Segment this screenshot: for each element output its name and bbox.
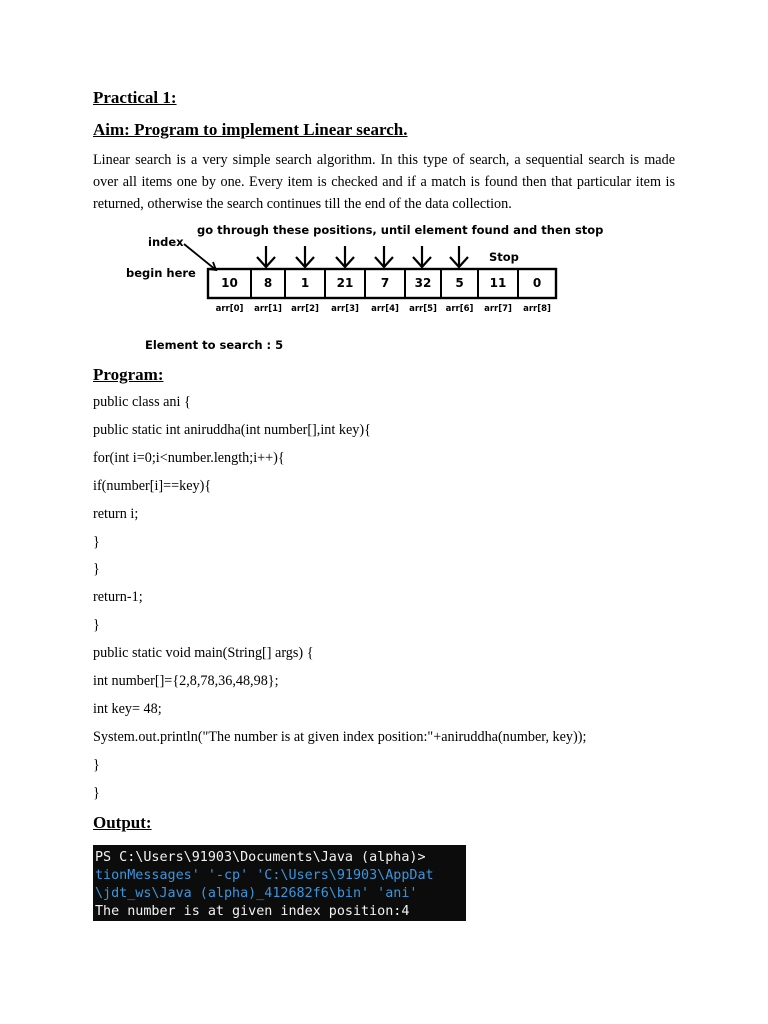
array-index-label: arr[7] [484,304,512,314]
terminal-line: tionMessages' '-cp' 'C:\Users\91903\AppDat [95,868,434,883]
terminal-line: PS C:\Users\91903\Documents\Java (alpha)> [95,850,426,865]
program-heading: Program: [93,365,164,384]
array-index-label: arr[1] [254,304,282,314]
terminal-line: The number is at given index position:4 [95,904,410,919]
code-line: System.out.println("The number is at given index position:"+aniruddha(number, key)); [93,728,587,745]
down-arrow-icon [296,246,314,267]
array-cell-value: 21 [336,276,354,290]
array-index-label: arr[0] [215,304,244,314]
array-cell-value: 1 [300,276,310,290]
code-line: return i; [93,505,139,522]
array-cell-value: 5 [455,276,464,290]
array-index-label: arr[2] [291,304,319,314]
code-line: } [93,617,100,634]
element-to-search-label: Element to search : 5 [145,338,284,352]
code-line: } [93,756,100,773]
array-index-labels [216,304,551,314]
code-line: public class ani { [93,394,191,410]
linear-search-diagram [120,220,650,365]
down-arrow-icon [450,246,468,267]
array-cell-value: 0 [532,276,542,290]
position-arrows [257,246,468,267]
array-cell-value: 32 [414,276,432,290]
index-label: index [148,235,184,249]
code-line: for(int i=0;i<number.length;i++){ [93,449,285,466]
code-line: } [93,784,100,801]
aim-heading: Aim: Program to implement Linear search. [93,120,408,139]
code-line: return-1; [93,589,143,606]
stop-label: Stop [489,250,519,264]
array-index-label: arr[3] [331,304,359,314]
array-cell-value: 11 [489,276,507,290]
down-arrow-icon [257,246,275,267]
code-line: int key= 48; [93,700,162,717]
down-arrow-icon [375,246,393,267]
array-cell-value: 7 [380,276,390,290]
down-arrow-icon [413,246,431,267]
array-cell-value: 8 [263,276,273,290]
terminal-line: \jdt_ws\Java (alpha)_412682f6\bin' 'ani' [95,886,418,901]
code-line: } [93,561,100,578]
down-arrow-icon [336,246,354,267]
array-index-label: arr[6] [445,304,474,314]
code-line: public static int aniruddha(int number[],int key){ [93,421,371,438]
code-line: int number[]={2,8,78,36,48,98}; [93,673,279,689]
practical-title: Practical 1: [93,88,177,107]
array-index-label: arr[8] [523,304,551,314]
code-line: if(number[i]==key){ [93,477,212,494]
array-index-label: arr[5] [409,304,437,314]
code-line: } [93,533,100,550]
begin-here-label: begin here [126,266,196,280]
code-line: public static void main(String[] args) { [93,645,314,662]
array-cell-value: 10 [221,276,238,290]
diagram-instruction: go through these positions, until element found and then stop [197,223,604,237]
terminal-output [93,845,466,921]
array-index-label: arr[4] [371,304,399,314]
array-cells [221,269,541,298]
description-paragraph: Linear search is a very simple search algorithm. In this type of search, a sequential search is made over all items one by one. Every item is checked and if a match is found then that particular item is returned, otherwise the search continues till the end of the data collection. [93,152,675,212]
output-heading: Output: [93,813,152,832]
